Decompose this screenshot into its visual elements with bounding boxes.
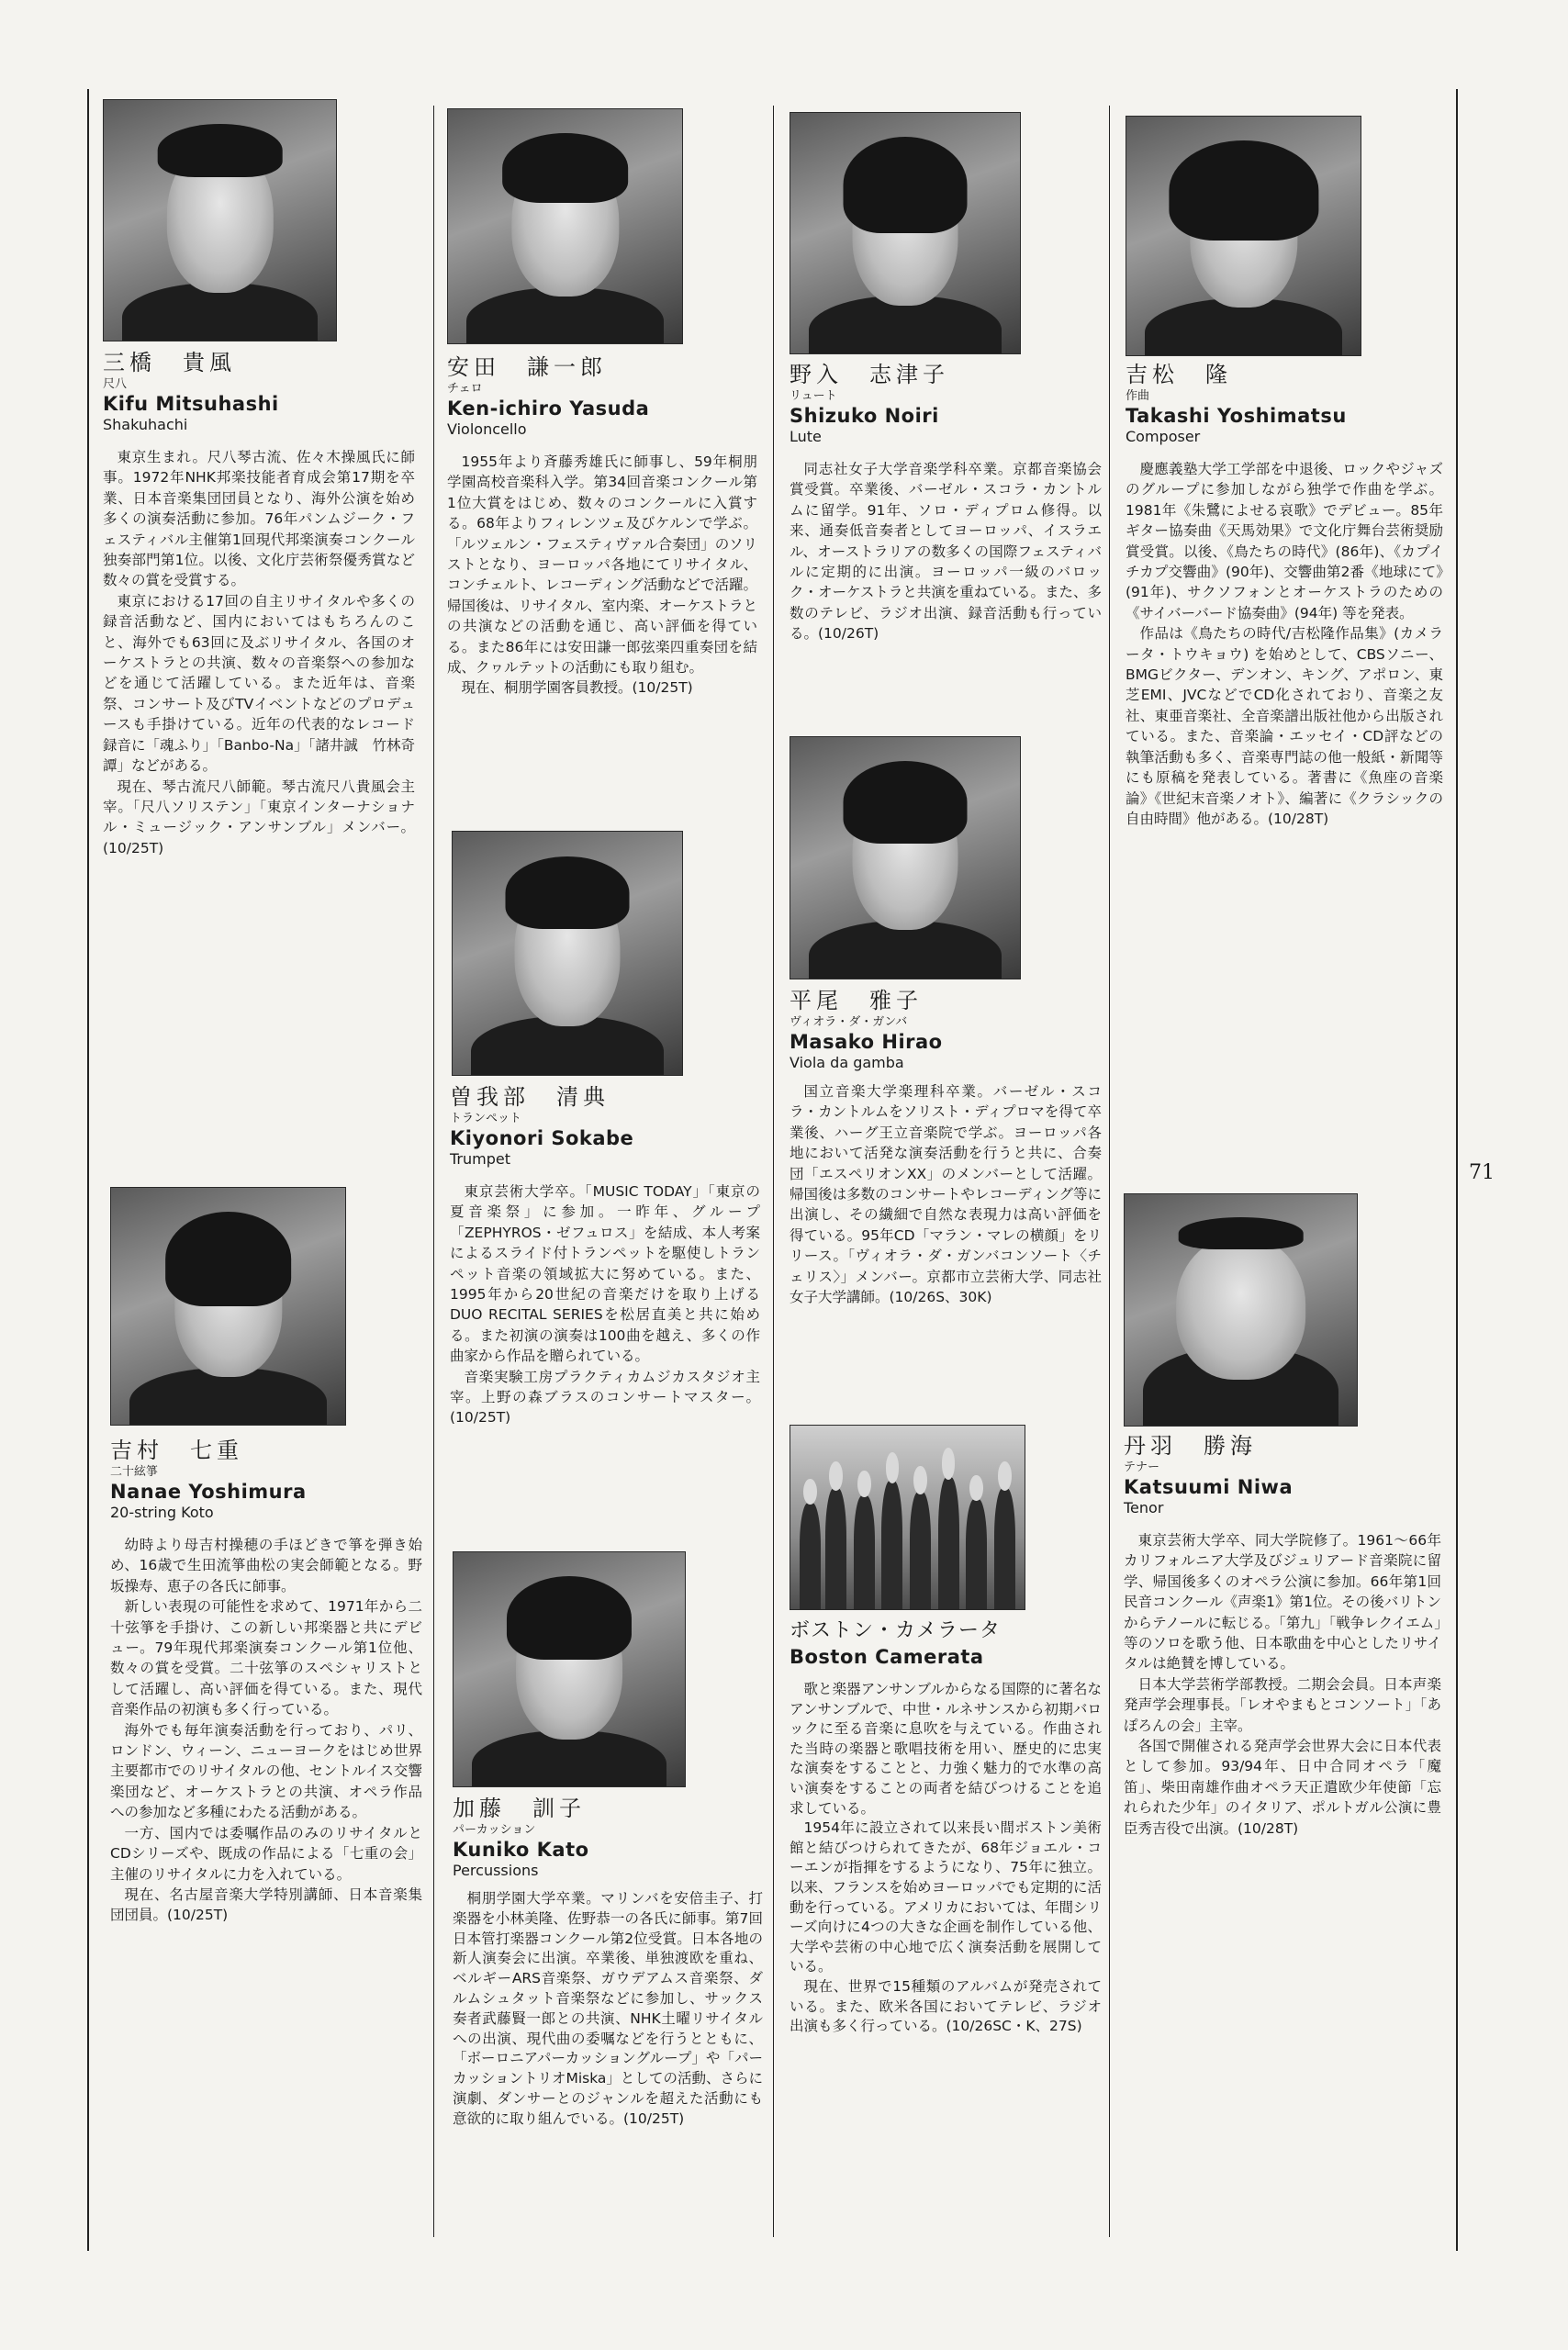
bio-paragraph: 新しい表現の可能性を求めて、1971年から二十弦箏を手掛け、この新しい邦楽器と共にデビュー。79年現代邦楽演奏コンクール第1位他、数々の賞を受賞。二十弦箏のスペシャリストとして活躍し、高い評価を得ている。また、現代音楽作品の初演も多く行っている。 <box>110 1598 422 1718</box>
name-ja: 丹羽 勝海 <box>1124 1433 1257 1459</box>
name-en: Masako Hirao <box>790 1031 943 1053</box>
biography <box>453 1889 763 2130</box>
bio-paragraph: 桐朋学園大学卒業。マリンバを安倍圭子、打楽器を小林美隆、佐野恭一の各氏に師事。第7回日本管打楽器コンクール第2位受賞。日本各地の新人演奏会に出演。卒業後、単独渡欧を重ね、ベルギーARS音楽祭、ガウデアムス音楽祭、ダルムシュタット音楽祭などに参加し、サックス奏者武藤賢一郎との共演、NHK土曜リサイタルへの出演、現代曲の委嘱などを行うとともに、「ボーロニアパーカッショングループ」や「パーカッショントリオMiska」としての活動、さらに演劇、ダンサーとのジャンルを超えた活動にも意欲的に取り組んでいる。(10/25T) <box>453 1890 763 2127</box>
bio-paragraph: 1955年より斉藤秀雄氏に師事し、59年桐朋学園高校音楽科入学。第34回音楽コンクール第1位大賞をはじめ、数々のコンクールに入賞する。68年よりフィレンツェ及びケルンで学ぶ。「ルツェルン・フェスティヴァル合奏団」のソリストとなり、ヨーロッパ各地にてリサイタル、コンチェルト、レコーディング活動などで活躍。帰国後は、リサイタル、室内楽、オーケストラとの共演などの活動を通じ、高い評価を得ている。また86年には安田謙一郎弦楽四重奏団を結成、クヮルテットの活動にも取り組む。 <box>447 453 757 677</box>
profile-mitsuhashi <box>103 349 415 858</box>
name-ja: 加藤 訓子 <box>453 1796 586 1821</box>
page-number: 71 <box>1469 1161 1495 1184</box>
bio-paragraph: 現在、琴古流尺八師範。琴古流尺八貴風会主宰。「尺八ソリステン」「東京インターナショナル・ミュージック・アンサンブル」メンバー。(10/25T) <box>103 778 415 856</box>
portrait-sokabe <box>452 831 683 1076</box>
bio-paragraph: 東京芸術大学卒。「MUSIC TODAY」「東京の夏音楽祭」に参加。一昨年、グループ「ZEPHYROS・ゼフュロス」を結成、本人考案によるスライド付トランペットを駆使しトランペット音楽の領域拡大に努めている。また、1995年から20世紀の音楽だけを取り上げるDUO RECITAL SERIESを松居直美と共に始める。また初演の演奏は100曲を越え、多くの作曲家から作品を贈られている。 <box>450 1183 760 1365</box>
bio-paragraph: 作品は《鳥たちの時代/吉松隆作品集》(カメラータ・トウキョウ) を始めとして、CBSソニー、BMGビクター、デンオン、キング、アポロン、東芝EMI、JVCなどでCD化されており、音楽之友社、東亜音楽社、全音楽譜出版社他から出版されている。また、音楽論・エッセイ・CD評などの執筆活動も多く、音楽専門誌の他一般紙・新聞等にも原稿を発表している。著書に《魚座の音楽論》《世紀末音楽ノオト》、編著に《クラシックの自由時間》他がある。(10/28T) <box>1126 625 1443 827</box>
profile-yoshimatsu <box>1126 361 1443 829</box>
bio-paragraph: 各国で開催される発声学会世界大会に日本代表として参加。93/94年、日中合同オペラ「魔笛」、柴田南雄作曲オペラ天正遣欧少年使節「忘れられた少年」のイタリア、ポルトガル公演に豊臣秀吉役で出演。(10/28T) <box>1124 1738 1441 1837</box>
column-rule <box>773 106 774 2237</box>
biography <box>790 1081 1102 1307</box>
name-ja: 曽我部 清典 <box>450 1084 610 1110</box>
column-rule <box>87 89 89 2251</box>
group-photo-boston-camerata <box>790 1425 1025 1610</box>
bio-paragraph: 1954年に設立されて以来長い間ボストン美術館と結びつけられてきたが、68年ジョエル・コーエンが指揮をするようになり、75年に独立。以来、フランスを始めヨーロッパでも定期的に活動を行っている。アメリカにおいては、年間シリーズ向けに4つの大きな企画を制作している他、大学や芸術の中心地で広く演奏活動を展開している。 <box>790 1819 1102 1975</box>
biography <box>103 447 415 858</box>
role-en: Percussions <box>453 1862 539 1879</box>
role-ja: リュート <box>790 389 837 403</box>
name-en: Shizuko Noiri <box>790 405 939 427</box>
bio-paragraph: 慶應義塾大学工学部を中退後、ロックやジャズのグループに参加しながら独学で作曲を学ぶ。1981年《朱鷺によせる哀歌》でデビュー。85年ギター協奏曲《天馬効果》で文化庁舞台芸術奨励賞受賞。以後、《鳥たちの時代》(86年)、《カプイチカプ交響曲》(90年)、交響曲第2番《地球にて》(91年)、サクソフォンとオーケストラのための《サイバーバード協奏曲》(94年) 等を発表。 <box>1126 461 1443 621</box>
role-en: Composer <box>1126 428 1201 445</box>
bio-paragraph: 現在、名古屋音楽大学特別講師、日本音楽集団団員。(10/25T) <box>110 1886 422 1924</box>
biography <box>1124 1530 1441 1839</box>
name-en: Kuniko Kato <box>453 1839 589 1861</box>
portrait-yasuda <box>447 108 683 344</box>
column-rule <box>1456 89 1458 2251</box>
biography <box>450 1181 760 1428</box>
biography <box>790 459 1102 644</box>
name-ja: 野入 志津子 <box>790 362 949 387</box>
name-en: Ken-ichiro Yasuda <box>447 397 650 420</box>
name-en: Takashi Yoshimatsu <box>1126 405 1347 427</box>
portrait-noiri <box>790 112 1021 354</box>
role-en: Viola da gamba <box>790 1054 904 1071</box>
bio-paragraph: 日本大学芸術学部教授。二期会会員。日本声楽発声学会理事長。「レオやまもとコンソート」「あぽろんの会」主宰。 <box>1124 1675 1441 1734</box>
profile-sokabe <box>450 1083 760 1428</box>
name-en: Nanae Yoshimura <box>110 1481 307 1503</box>
portrait-mitsuhashi <box>103 99 337 341</box>
portrait-hirao <box>790 736 1021 979</box>
role-ja: テナー <box>1124 1460 1160 1474</box>
bio-paragraph: 一方、国内では委嘱作品のみのリサイタルとCDシリーズや、既成の作品による「七重の会」主催のリサイタルに力を入れている。 <box>110 1824 422 1883</box>
name-ja: 吉村 七重 <box>110 1438 243 1463</box>
bio-paragraph: 東京生まれ。尺八琴古流、佐々木操風氏に師事。1972年NHK邦楽技能者育成会第17期を卒業、日本音楽集団団員となり、海外公演を始め多くの演奏活動に参加。76年パンムジーク・フェスティバル主催第1回現代邦楽演奏コンクール独奏部門第1位。以後、文化庁芸術祭優秀賞など数々の賞を受賞する。 <box>103 449 415 589</box>
bio-paragraph: 東京芸術大学卒、同大学院修了。1961〜66年カリフォルニア大学及びジュリアード音楽院に留学、帰国後多くのオペラ公演に参加。66年第1回民音コンクール《声楽1》第1位。その後バリトンからテノールに転じる。「第九」「戦争レクイエム」等のソロを歌う他、日本歌曲を中心としたリサイタルは絶賛を博している。 <box>1124 1532 1441 1673</box>
role-en: Shakuhachi <box>103 416 188 433</box>
role-ja: チェロ <box>447 382 483 396</box>
name-ja: 安田 謙一郎 <box>447 354 607 380</box>
column-rule <box>1109 106 1110 2237</box>
biography <box>110 1535 422 1926</box>
name-en: Kiyonori Sokabe <box>450 1127 634 1149</box>
bio-paragraph: 歌と楽器アンサンブルからなる国際的に著名なアンサンブルで、中世・ルネサンスから初期バロックに至る音楽に息吹を与えている。作曲された当時の楽器と歌唱技術を用い、歴史的に忠実な演奏をすることと、力強く魅力的で水準の高い演奏をすることの両者を結びつけることを追求している。 <box>790 1681 1102 1817</box>
biography <box>447 452 757 699</box>
profile-yasuda <box>447 353 757 699</box>
bio-paragraph: 現在、桐朋学園客員教授。(10/25T) <box>461 679 693 697</box>
profile-kato <box>453 1795 763 2130</box>
name-ja: 吉松 隆 <box>1126 362 1232 387</box>
portrait-yoshimura <box>110 1187 346 1426</box>
bio-paragraph: 幼時より母吉村操穂の手ほどきで箏を弾き始め、16歳で生田流箏曲松の実会師範となる。野坂操寿、恵子の各氏に師事。 <box>110 1537 422 1595</box>
role-en: Violoncello <box>447 420 527 438</box>
role-ja: 作曲 <box>1126 389 1150 403</box>
bio-paragraph: 国立音楽大学楽理科卒業。バーゼル・スコラ・カントルムをソリスト・ディプロマを得て卒業後、ハーグ王立音楽院で学ぶ。ヨーロッパ各地において活発な演奏活動を行うと共に、合奏団「エスペリオンXX」のメンバーとして活躍。帰国後は多数のコンサートやレコーディング等に出演し、その繊細で自然な表現力は高い評価を得ている。95年CD「マラン・マレの横顔」をリリース。「ヴィオラ・ダ・ガンバコンソート〈チェリス〉」メンバー。京都市立芸術大学、同志社女子大学講師。(10/26S、30K) <box>790 1083 1102 1306</box>
bio-paragraph: 現在、世界で15種類のアルバムが発売されている。また、欧米各国においてテレビ、ラジオ出演も多く行っている。(10/26SC・K、27S) <box>790 1977 1102 2035</box>
role-en: Tenor <box>1124 1499 1164 1516</box>
bio-paragraph: 音楽実験工房プラクティカムジカスタジオ主宰。上野の森ブラスのコンサートマスター。(10/25T) <box>450 1368 760 1427</box>
bio-paragraph: 同志社女子大学音楽学科卒業。京都音楽協会賞受賞。卒業後、バーゼル・スコラ・カントルムに留学。91年、ソロ・ディプロム修得。以来、通奏低音奏者としてヨーロッパ、イスラエル、オーストラリアの数多くの国際フェスティバルに定期的に出演。ヨーロッパ一級のバロック・オーケストラと共演を重ねている。また、多数のテレビ、ラジオ出演、録音活動も行っている。(10/26T) <box>790 461 1102 643</box>
profile-yoshimura <box>110 1437 422 1926</box>
profile-boston-camerata <box>790 1617 1102 2037</box>
role-ja: パーカッション <box>453 1823 536 1837</box>
profile-niwa <box>1124 1432 1441 1839</box>
role-en: Lute <box>790 428 822 445</box>
biography <box>1126 459 1443 829</box>
name-ja: ボストン・カメラータ <box>790 1619 1002 1642</box>
role-en: 20-string Koto <box>110 1504 214 1521</box>
name-ja: 平尾 雅子 <box>790 988 923 1013</box>
name-ja: 三橋 貴風 <box>103 350 236 375</box>
name-en: Katsuumi Niwa <box>1124 1476 1294 1498</box>
bio-paragraph: 海外でも毎年演奏活動を行っており、パリ、ロンドン、ウィーン、ニューヨークをはじめ世界主要都市でのリサイタルの他、セントルイス交響楽団など、オーケストラとの共演、オペラ作品への参加など多種にわたる活動がある。 <box>110 1721 422 1821</box>
name-en: Kifu Mitsuhashi <box>103 393 279 415</box>
role-ja: 二十絃箏 <box>110 1465 159 1479</box>
profile-noiri <box>790 361 1102 644</box>
profile-hirao <box>790 987 1102 1307</box>
role-en: Trumpet <box>450 1150 510 1168</box>
biography <box>790 1680 1102 2037</box>
role-ja: トランペット <box>450 1112 522 1125</box>
name-en: Boston Camerata <box>790 1646 984 1668</box>
column-rule <box>433 106 434 2237</box>
role-ja: 尺八 <box>103 377 128 391</box>
role-ja: ヴィオラ・ダ・ガンバ <box>790 1015 908 1029</box>
portrait-kato <box>453 1551 686 1787</box>
bio-paragraph: 東京における17回の自主リサイタルや多くの録音活動など、国内においてはもちろんのこと、海外でも63回に及ぶリサイタル、各国のオーケストラとの共演、数々の音楽祭への参加などを通じて活躍している。また近年は、音楽祭、コンサート及びTVイベントなどのプロデュースも手掛けている。近年の代表的なレコード録音に「魂ふり」「Banbo-Na」「諸井誠 竹林奇譚」などがある。 <box>103 592 415 775</box>
portrait-yoshimatsu <box>1126 116 1361 356</box>
portrait-niwa <box>1124 1193 1358 1427</box>
